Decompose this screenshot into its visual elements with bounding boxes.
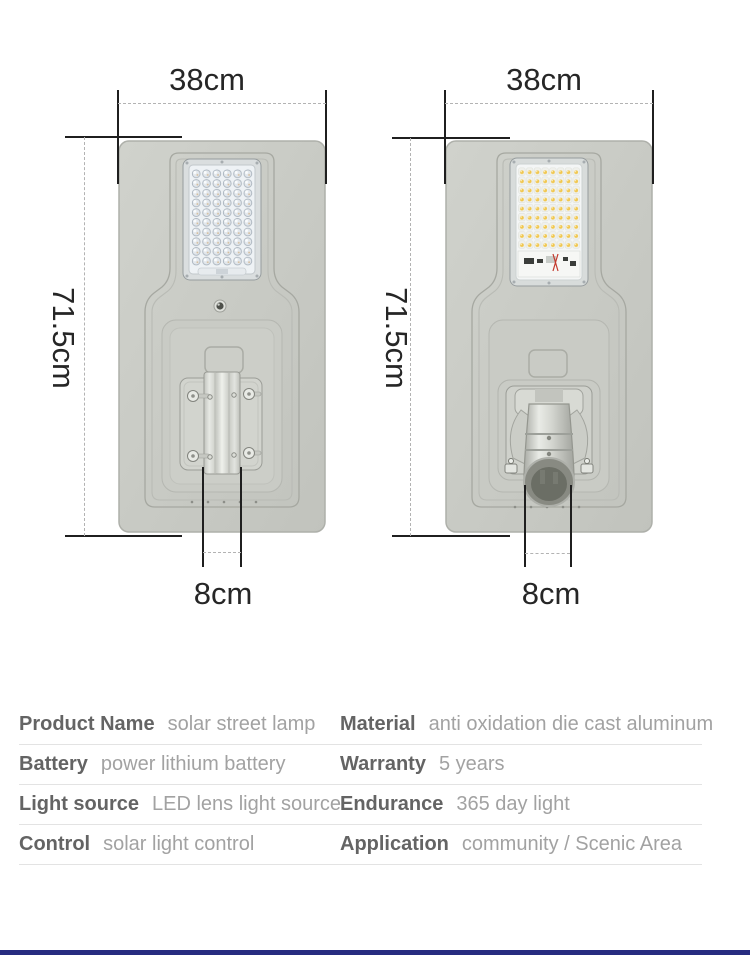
spec-cell	[340, 833, 702, 856]
dimension-tick	[65, 535, 182, 537]
spec-value: solar street lamp	[167, 713, 316, 735]
dimension-leader-line	[570, 485, 572, 567]
mount-width-dimension-label-left: 8cm	[193, 576, 253, 611]
led-panel	[510, 158, 588, 286]
dimension-dashed-line	[445, 103, 653, 104]
spec-row	[19, 825, 702, 865]
height-dimension-label-right: 71.5cm	[379, 287, 414, 389]
dimension-tick	[325, 90, 327, 184]
dimension-dashed-line	[525, 553, 570, 554]
dimension-dashed-line	[203, 552, 241, 553]
spec-label: Light source	[19, 793, 140, 815]
spec-cell	[340, 713, 713, 736]
spec-value: 5 years	[438, 753, 505, 775]
spec-value: 365 day light	[456, 793, 570, 815]
spec-label: Material	[340, 713, 416, 735]
pole-opening	[524, 458, 574, 506]
lamp-illustration-back-bracket	[118, 140, 326, 533]
spec-label: Product Name	[19, 713, 155, 735]
spec-cell	[340, 753, 702, 776]
spec-cell	[19, 833, 340, 856]
lamp-illustration-pole-mount	[445, 140, 653, 533]
spec-label: Application	[340, 833, 449, 855]
spec-row	[19, 745, 702, 785]
spec-label: Endurance	[340, 793, 444, 815]
spec-cell	[19, 713, 340, 736]
spec-label: Control	[19, 833, 91, 855]
spec-cell	[19, 753, 340, 776]
spec-label: Warranty	[340, 753, 426, 775]
dimension-tick	[65, 136, 182, 138]
dimension-dashed-line	[410, 138, 411, 536]
dimension-tick	[652, 90, 654, 184]
spec-value: anti oxidation die cast aluminum	[428, 713, 714, 735]
mounting-bracket	[180, 372, 262, 474]
spec-row	[19, 705, 714, 745]
spec-row	[19, 785, 702, 825]
spec-value: community / Scenic Area	[461, 833, 682, 855]
led-panel	[183, 159, 261, 280]
driver-pcb	[518, 251, 580, 277]
bottom-accent-bar	[0, 950, 750, 955]
spec-value: LED lens light source	[152, 793, 341, 815]
width-dimension-label-left: 38cm	[169, 62, 245, 97]
spec-value: solar light control	[103, 833, 255, 855]
mount-width-dimension-label-right: 8cm	[521, 576, 581, 611]
dimension-dashed-line	[84, 137, 85, 536]
dimension-dashed-line	[118, 103, 326, 104]
spec-cell	[340, 793, 702, 816]
spec-cell	[19, 793, 340, 816]
spec-table	[19, 705, 714, 865]
height-dimension-label-left: 71.5cm	[46, 287, 81, 389]
spec-label: Battery	[19, 753, 88, 775]
width-dimension-label-right: 38cm	[506, 62, 582, 97]
spec-value: power lithium battery	[100, 753, 286, 775]
dimension-leader-line	[524, 485, 526, 567]
light-sensor	[214, 300, 226, 312]
